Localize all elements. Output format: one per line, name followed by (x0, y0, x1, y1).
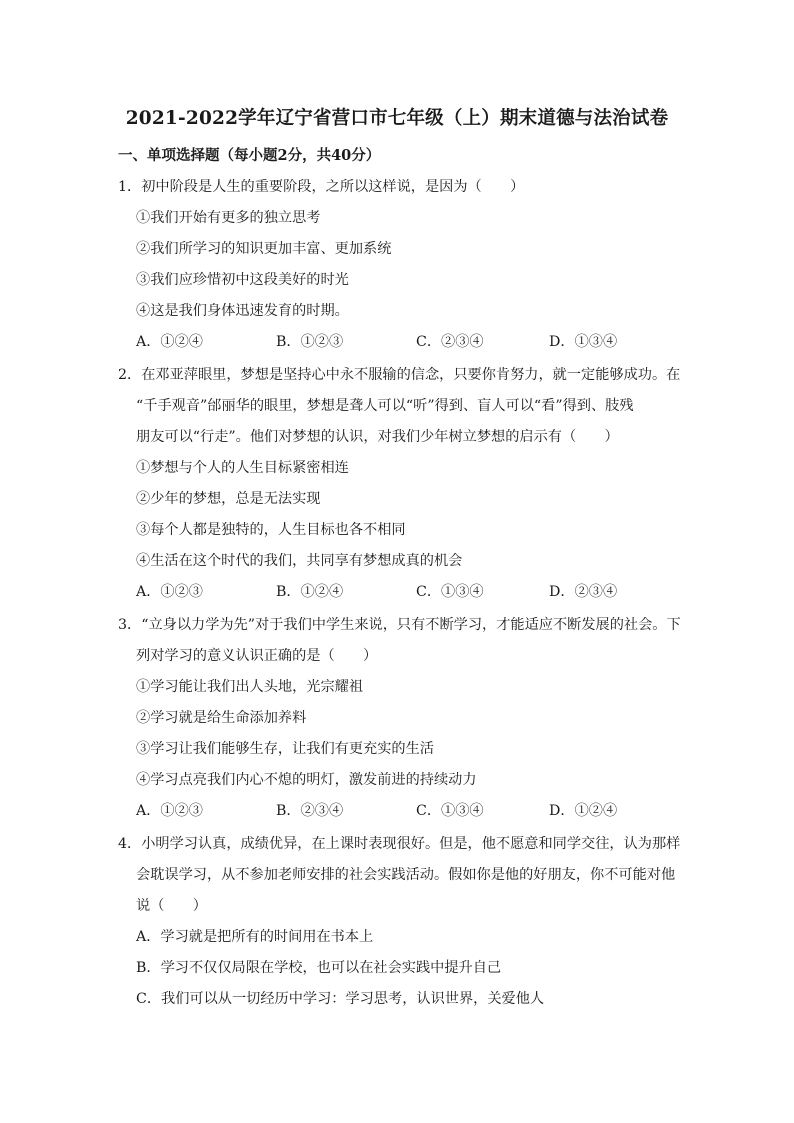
question-1-option-d: D．①③④ (549, 334, 618, 350)
question-2-option-a: A．①②③ (136, 584, 203, 600)
question-3-stem-line-1: 3．“立身以力学为先”对于我们中学生来说，只有不断学习，才能适应不断发展的社会。下 (118, 617, 681, 633)
question-2-options (136, 581, 656, 601)
question-4-stem-line-2: 会耽误学习，从不参加老师安排的社会实践活动。假如你是他的好朋友，你不可能对他 (136, 867, 676, 883)
question-1-item-2: ②我们所学习的知识更加丰富、更加系统 (136, 241, 392, 257)
question-4-stem-line-1: 4．小明学习认真，成绩优异，在上课时表现很好。但是，他不愿意和同学交往，认为那样 (118, 836, 681, 852)
question-2-stem-line-2: “千手观音”邰丽华的眼里，梦想是聋人可以“听”得到、盲人可以“看”得到、肢残 (136, 398, 634, 414)
question-1-options (136, 331, 656, 351)
question-2-stem-line-3: 朋友可以“行走”。他们对梦想的认识，对我们少年树立梦想的启示有（ ） (136, 429, 619, 445)
question-4-stem-line-3: 说（ ） (136, 898, 207, 914)
question-2-item-2: ②少年的梦想，总是无法实现 (136, 491, 321, 507)
question-3-option-a: A．①②③ (136, 803, 203, 819)
question-1-stem: 1．初中阶段是人生的重要阶段，之所以这样说，是因为（ ） (118, 179, 525, 195)
question-2-item-3: ③每个人都是独特的，人生目标也各不相同 (136, 522, 406, 538)
question-2-item-1: ①梦想与个人的人生目标紧密相连 (136, 460, 349, 476)
question-4-choice-c: C．我们可以从一切经历中学习：学习思考，认识世界，关爱他人 (136, 991, 545, 1007)
question-3-options (136, 800, 656, 820)
question-1-option-a: A．①②④ (136, 334, 203, 350)
question-1-item-3: ③我们应珍惜初中这段美好的时光 (136, 272, 349, 288)
question-2-option-d: D．②③④ (549, 584, 618, 600)
question-2-stem-line-1: 2．在邓亚萍眼里，梦想是坚持心中永不服输的信念，只要你肯努力，就一定能够成功。在 (118, 367, 681, 383)
question-3-item-1: ①学习能让我们出人头地，光宗耀祖 (136, 679, 364, 695)
question-3-option-b: B．②③④ (276, 803, 344, 819)
question-2-item-4: ④生活在这个时代的我们，共同享有梦想成真的机会 (136, 553, 463, 569)
question-2-option-c: C．①③④ (416, 584, 484, 600)
question-1-option-c: C．②③④ (416, 334, 484, 350)
question-4-choice-a: A．学习就是把所有的时间用在书本上 (136, 929, 374, 945)
question-3-option-d: D．①②④ (549, 803, 618, 819)
question-3-item-3: ③学习让我们能够生存，让我们有更充实的生活 (136, 741, 434, 757)
question-1-option-b: B．①②③ (276, 334, 344, 350)
exam-title: 2021-2022学年辽宁省营口市七年级（上）期末道德与法治试卷 (125, 108, 669, 129)
question-3-option-c: C．①③④ (416, 803, 484, 819)
question-1-item-1: ①我们开始有更多的独立思考 (136, 210, 321, 226)
section-heading: 一、单项选择题（每小题2分，共40分） (118, 147, 381, 164)
question-3-item-2: ②学习就是给生命添加养料 (136, 710, 307, 726)
question-2-option-b: B．①②④ (276, 584, 344, 600)
question-3-stem-line-2: 列对学习的意义认识正确的是（ ） (136, 648, 378, 664)
question-3-item-4: ④学习点亮我们内心不熄的明灯，激发前进的持续动力 (136, 772, 477, 788)
question-4-choice-b: B．学习不仅仅局限在学校，也可以在社会实践中提升自己 (136, 960, 502, 976)
question-1-item-4: ④这是我们身体迅速发育的时期。 (136, 303, 349, 319)
